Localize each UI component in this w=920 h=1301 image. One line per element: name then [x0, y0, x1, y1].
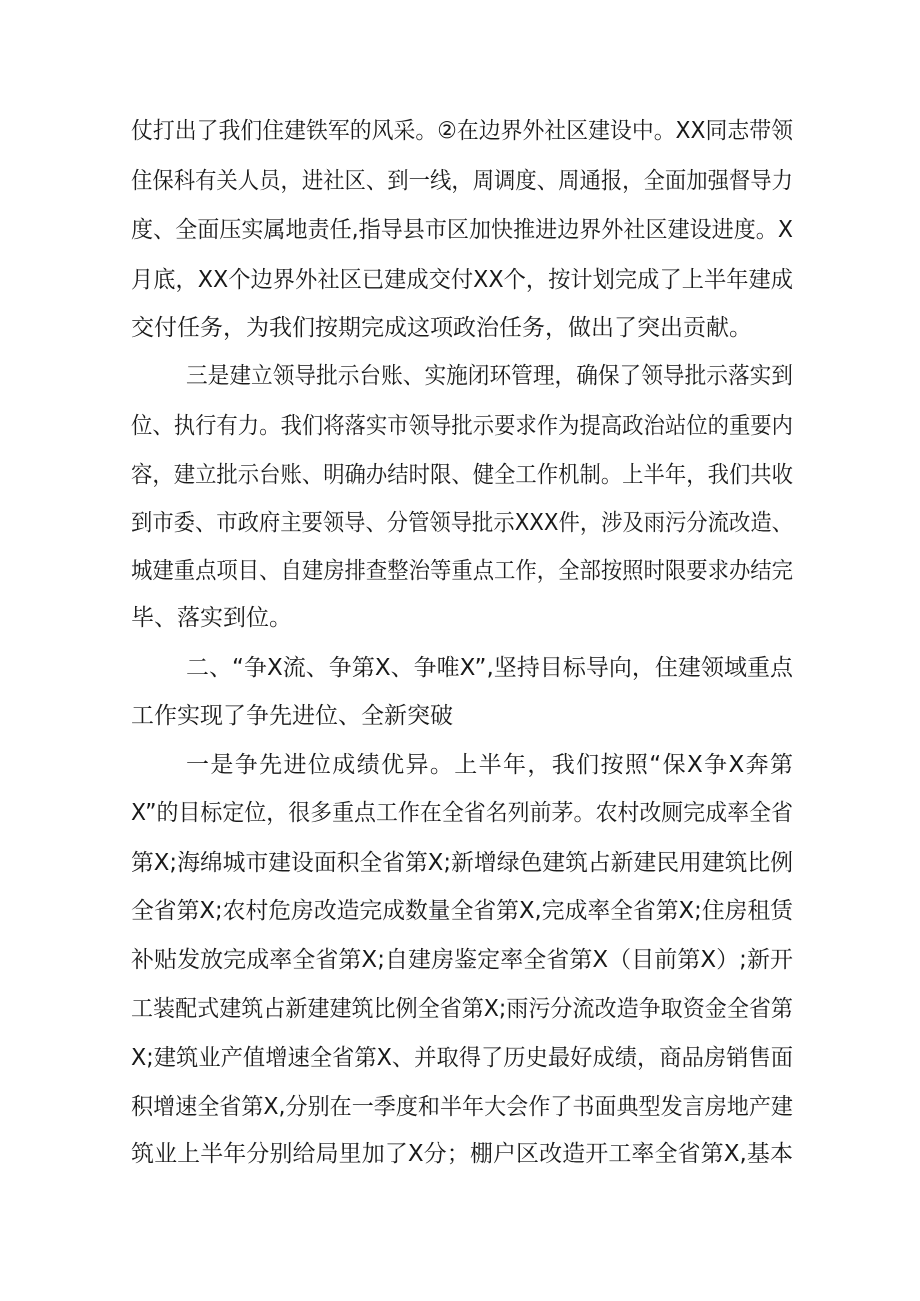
text-line-content: 毕、落实到位。 [131, 605, 292, 631]
text-line [0, 1087, 920, 1127]
text-line [0, 696, 920, 736]
text-line-content: 容，建立批示台账、明确办结时限、健全工作机制。上半年，我们共收 [131, 462, 794, 488]
text-line-content: 城建重点项目、自建房排查整治等重点工作，全部按照时限要求办结完 [131, 558, 794, 584]
text-line-content: 一是争先进位成绩优异。上半年，我们按照“保X争X奔第 [186, 752, 795, 778]
text-line [0, 356, 920, 396]
text-line-content: 工作实现了争先进位、全新突破 [131, 703, 453, 729]
text-line [0, 260, 920, 300]
text-line-content: X;建筑业产值增速全省第X、并取得了历史最好成绩，商品房销售面 [131, 1045, 794, 1071]
text-line [0, 793, 920, 833]
text-line-content: X”的目标定位，很多重点工作在全省名列前茅。农村改厕完成率全省 [131, 800, 793, 826]
text-line [0, 940, 920, 980]
text-line-content: 到市委、市政府主要领导、分管领导批示XXX件，涉及雨污分流改造、 [131, 510, 793, 536]
text-line-content: 全省第X;农村危房改造完成数量全省第X,完成率全省第X;住房租赁 [131, 898, 793, 924]
text-line [0, 503, 920, 543]
text-line [0, 989, 920, 1029]
text-line [0, 406, 920, 446]
text-line-content: 度、全面压实属地责任,指导县市区加快推进边界外社区建设进度。X [131, 217, 793, 243]
text-line-content: 仗打出了我们住建铁军的风采。②在边界外社区建设中。XX同志带领 [131, 118, 794, 144]
text-line [0, 745, 920, 785]
text-line [0, 891, 920, 931]
text-line [0, 1134, 920, 1174]
text-line [0, 111, 920, 151]
text-line [0, 598, 920, 638]
text-line-content: 积增速全省第X,分别在一季度和半年大会作了书面典型发言房地产建 [131, 1094, 793, 1120]
text-line [0, 843, 920, 883]
text-line [0, 551, 920, 591]
text-line-content: 交付任务，为我们按期完成这项政治任务，做出了突出贡献。 [131, 315, 752, 341]
text-line [0, 161, 920, 201]
text-line-content: 位、执行有力。我们将落实市领导批示要求作为提高政治站位的重要内 [131, 413, 794, 439]
text-line [0, 648, 920, 688]
text-line [0, 210, 920, 250]
text-line-content: 工装配式建筑占新建建筑比例全省第X;雨污分流改造争取资金全省第 [131, 996, 793, 1022]
text-line-content: 住保科有关人员，进社区、到一线，周调度、周通报，全面加强督导力 [131, 168, 794, 194]
text-line-content: 筑业上半年分别给局里加了X分；棚户区改造开工率全省第X,基本 [131, 1141, 794, 1167]
text-line-content: 三是建立领导批示台账、实施闭环管理，确保了领导批示落实到 [186, 363, 793, 389]
text-line-content: 第X;海绵城市建设面积全省第X;新增绿色建筑占新建民用建筑比例 [131, 850, 794, 876]
text-line-content: 补贴发放完成率全省第X;自建房鉴定率全省第X（目前第X）;新开 [131, 947, 794, 973]
text-line [0, 308, 920, 348]
text-line [0, 1038, 920, 1078]
text-line-content: 月底，XX个边界外社区已建成交付XX个，按计划完成了上半年建成 [131, 267, 794, 293]
text-line-content: 二、“争X流、争第X、争唯X”,坚持目标导向，住建领域重点 [186, 655, 794, 681]
text-line [0, 455, 920, 495]
